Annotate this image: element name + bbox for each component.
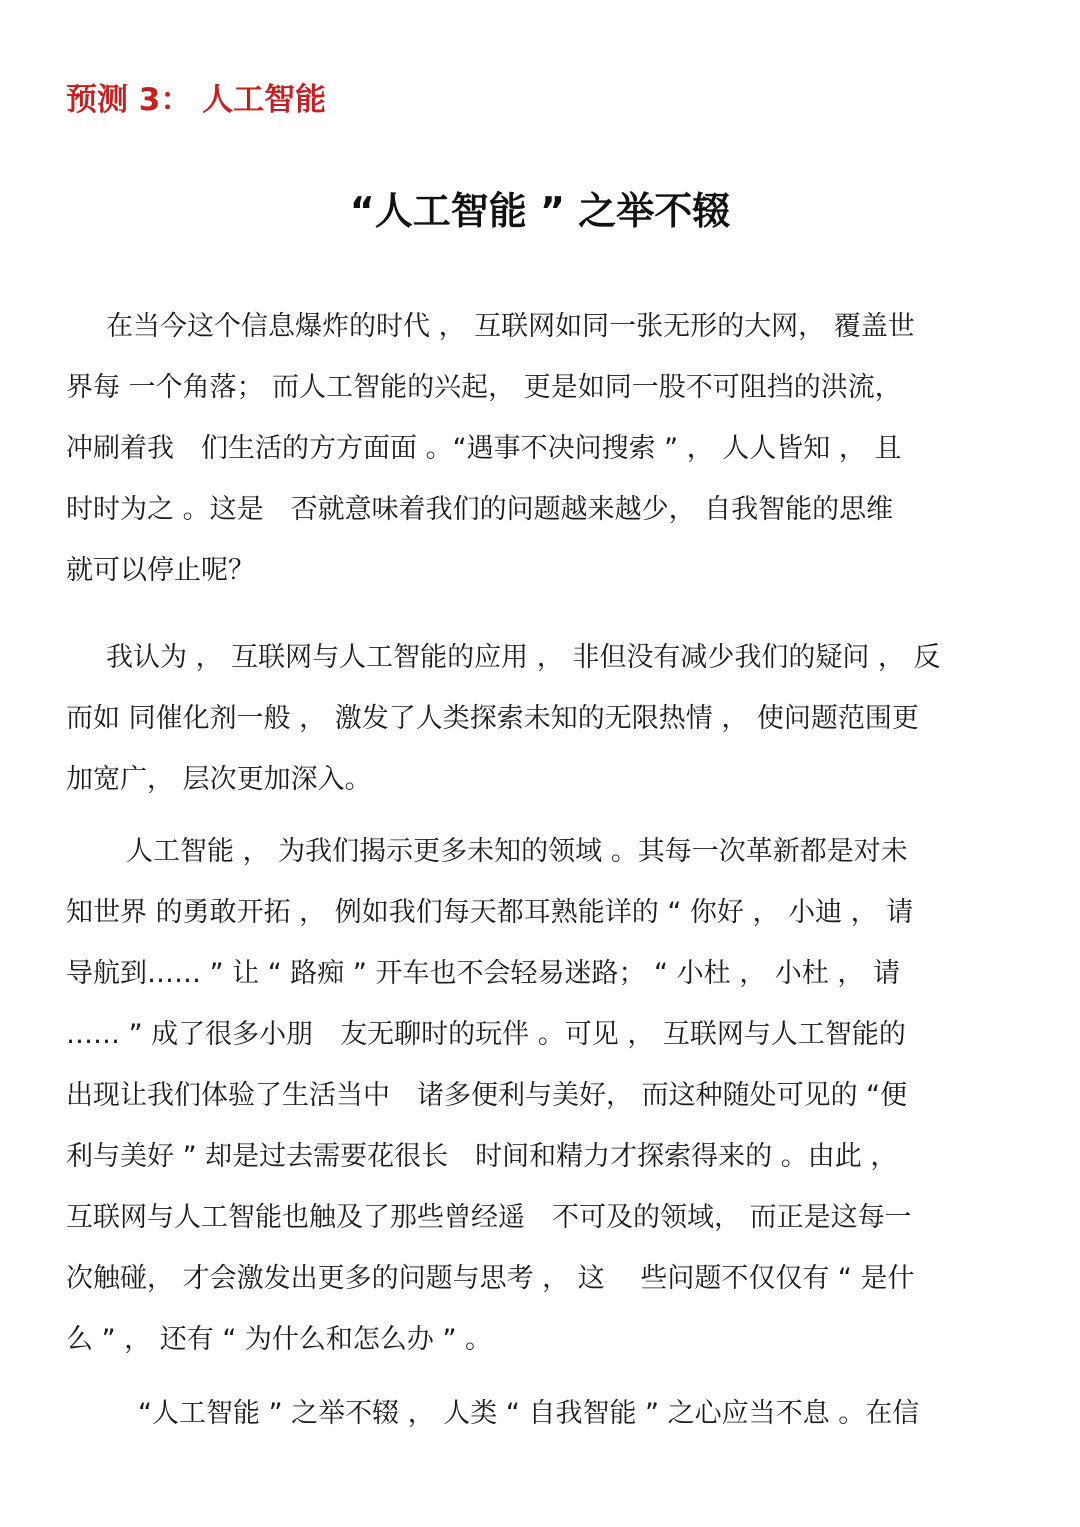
paragraph-line: 时时为之 。这是 否就意味着我们的问题越来越少， 自我智能的思维 [66,494,894,525]
paragraph-line: 加宽广， 层次更加深入。 [66,764,372,795]
paragraph-line: 界每 一个角落； 而人工智能的兴起， 更是如同一股不可阻挡的洪流， [66,372,902,403]
paragraph-3 [66,821,1014,1370]
essay-title: “人工智能 ” 之举不辍 [349,189,731,233]
paragraph-line: 利与美好 ” 却是过去需要花很长 时间和精力才探索得来的 。由此 ， [66,1141,898,1172]
paragraph-4 [66,1383,1014,1444]
paragraph-line: 就可以停止呢？ [66,555,255,586]
paragraph-line: 而如 同催化剂一般 ， 激发了人类探索未知的无限热情 ， 使问题范围更 [66,703,919,734]
paragraph-line: 互联网与人工智能也触及了那些曾经遥 不可及的领域， 而正是这每一 [66,1202,912,1233]
paragraph-line: 出现让我们体验了生活当中 诸多便利与美好， 而这种随处可见的 “便 [66,1080,908,1111]
paragraph-line: 知世界 的勇敢开拓 ， 例如我们每天都耳熟能详的 “ 你好 ， 小迪 ， 请 [66,897,914,928]
paragraph-line: 我认为 ， 互联网与人工智能的应用 ， 非但没有减少我们的疑问 ， 反 [106,642,941,673]
prediction-heading: 预测 3： 人工智能 [66,82,327,118]
paragraph-line: 人工智能 ， 为我们揭示更多未知的领域 。其每一次革新都是对未 [126,836,908,867]
paragraph-line: 冲刷着我 们生活的方方面面 。“遇事不决问搜索 ” ， 人人皆知 ， 且 [66,433,902,464]
paragraph-line: “人工智能 ” 之举不辍 ， 人类 “ 自我智能 ” 之心应当不息 。在信 [138,1398,920,1429]
paragraph-line: 导航到…… ” 让 “ 路痴 ” 开车也不会轻易迷路； “ 小杜 ， 小杜 ， 请 [66,958,900,989]
paragraph-1 [66,296,1014,601]
paragraph-line: 次触碰， 才会激发出更多的问题与思考 ， 这 些问题不仅仅有 “ 是什 [66,1263,915,1294]
paragraph-2 [66,627,1014,810]
paragraph-line: …… ” 成了很多小朋 友无聊时的玩伴 。可见 ， 互联网与人工智能的 [66,1019,906,1050]
paragraph-line: 么 ” ， 还有 “ 为什么和怎么办 ” 。 [66,1324,493,1355]
paragraph-line: 在当今这个信息爆炸的时代 ， 互联网如同一张无形的大网， 覆盖世 [106,311,915,342]
